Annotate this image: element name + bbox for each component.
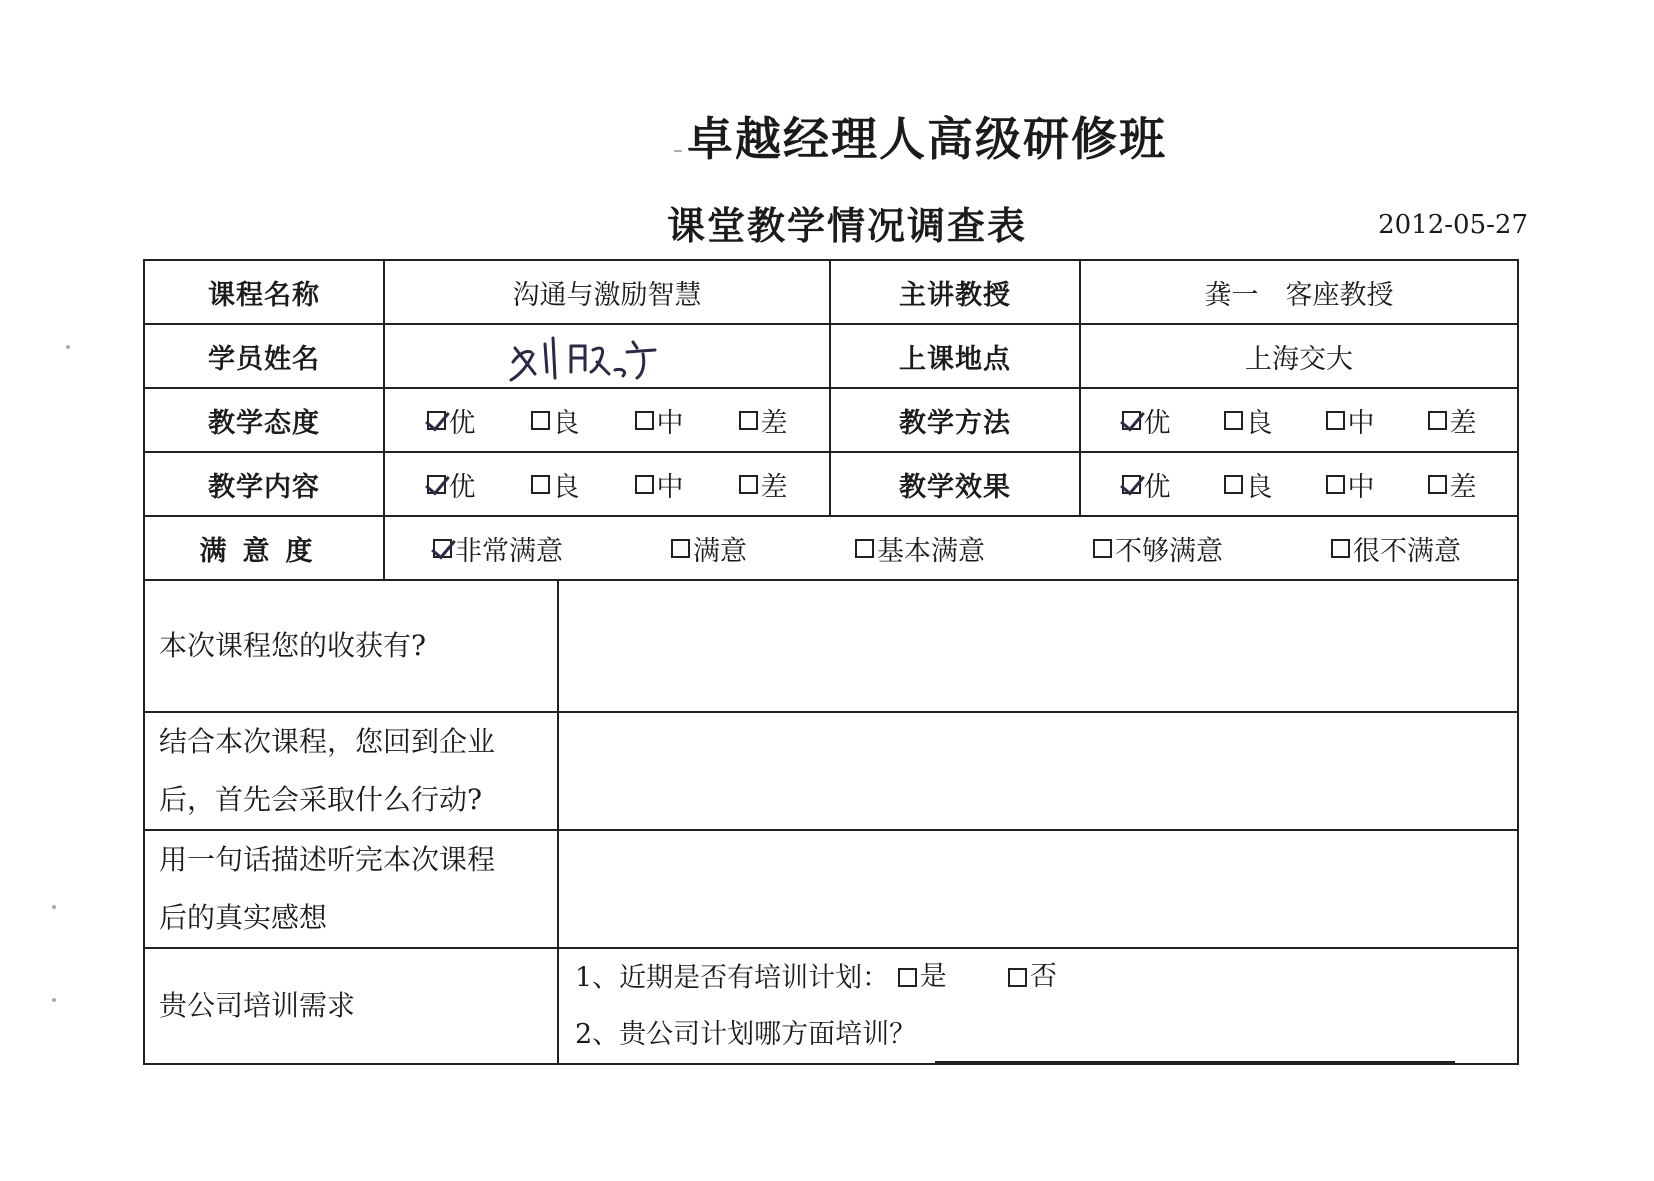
content-label: 教学内容 bbox=[144, 452, 384, 516]
action-question bbox=[144, 712, 558, 830]
effect-rating bbox=[1080, 452, 1518, 516]
content-option-poor[interactable]: 差 bbox=[739, 465, 788, 504]
survey-title: 课堂教学情况调查表 bbox=[666, 204, 1027, 248]
action-question-line1: 结合本次课程，您回到企业 bbox=[159, 725, 496, 758]
effect-option-good[interactable]: 良 bbox=[1224, 465, 1273, 504]
checkbox[interactable] bbox=[1224, 475, 1243, 494]
attitude-rating bbox=[384, 388, 830, 452]
content-effect-row bbox=[144, 452, 1518, 516]
action-row bbox=[144, 712, 1518, 830]
gains-question: 本次课程您的收获有? bbox=[144, 580, 558, 712]
content-option-excellent[interactable]: 优 bbox=[427, 465, 476, 504]
training-needs bbox=[558, 948, 1518, 1064]
training-topic-line bbox=[575, 1007, 1501, 1063]
training-plan-question: 1、近期是否有培训计划： bbox=[575, 962, 890, 994]
course-name-label: 课程名称 bbox=[144, 260, 384, 324]
training-plan-yes[interactable]: 是 bbox=[898, 949, 947, 1005]
content-option-average[interactable]: 中 bbox=[635, 465, 684, 504]
handwritten-signature bbox=[505, 328, 665, 384]
effect-option-excellent[interactable]: 优 bbox=[1122, 465, 1171, 504]
checkbox[interactable] bbox=[1428, 475, 1447, 494]
checked-checkbox[interactable] bbox=[1122, 475, 1141, 494]
student-name-field[interactable] bbox=[384, 324, 830, 388]
satisfaction-very-unsatisfied[interactable]: 很不满意 bbox=[1331, 529, 1461, 568]
training-topic-input[interactable] bbox=[935, 1031, 1455, 1063]
student-row bbox=[144, 324, 1518, 388]
satisfaction-basically-satisfied[interactable]: 基本满意 bbox=[855, 529, 985, 568]
method-label: 教学方法 bbox=[830, 388, 1080, 452]
checked-checkbox[interactable] bbox=[427, 411, 446, 430]
survey-date: 2012-05-27 bbox=[1378, 210, 1528, 240]
satisfaction-label: 满意度 bbox=[144, 516, 384, 580]
gains-answer[interactable] bbox=[558, 580, 1518, 712]
checkbox[interactable] bbox=[739, 475, 758, 494]
feeling-question bbox=[144, 830, 558, 948]
checkbox[interactable] bbox=[1428, 411, 1447, 430]
checkbox[interactable] bbox=[1326, 475, 1345, 494]
checkbox[interactable] bbox=[855, 539, 874, 558]
content-option-good[interactable]: 良 bbox=[531, 465, 580, 504]
main-title: 卓越经理人高级研修班 bbox=[687, 112, 1167, 166]
method-option-good[interactable]: 良 bbox=[1224, 401, 1273, 440]
checkbox[interactable] bbox=[635, 475, 654, 494]
location-value[interactable]: 上海交大 bbox=[1080, 324, 1518, 388]
feeling-row bbox=[144, 830, 1518, 948]
action-question-line2: 后，首先会采取什么行动? bbox=[159, 783, 483, 816]
checkbox[interactable] bbox=[1326, 411, 1345, 430]
checkbox[interactable] bbox=[531, 411, 550, 430]
location-label: 上课地点 bbox=[830, 324, 1080, 388]
checked-checkbox[interactable] bbox=[1122, 411, 1141, 430]
attitude-option-poor[interactable]: 差 bbox=[739, 401, 788, 440]
attitude-method-row bbox=[144, 388, 1518, 452]
attitude-option-good[interactable]: 良 bbox=[531, 401, 580, 440]
checked-checkbox[interactable] bbox=[427, 475, 446, 494]
checkbox[interactable] bbox=[1331, 539, 1350, 558]
checkbox[interactable] bbox=[635, 411, 654, 430]
method-rating bbox=[1080, 388, 1518, 452]
satisfaction-row bbox=[144, 516, 1518, 580]
course-row bbox=[144, 260, 1518, 324]
attitude-option-average[interactable]: 中 bbox=[635, 401, 684, 440]
effect-option-average[interactable]: 中 bbox=[1326, 465, 1375, 504]
satisfaction-options bbox=[384, 516, 1518, 580]
effect-option-poor[interactable]: 差 bbox=[1428, 465, 1477, 504]
method-option-average[interactable]: 中 bbox=[1326, 401, 1375, 440]
satisfaction-satisfied[interactable]: 满意 bbox=[671, 529, 747, 568]
action-answer[interactable] bbox=[558, 712, 1518, 830]
checkbox[interactable] bbox=[1008, 968, 1027, 987]
training-plan-no[interactable]: 否 bbox=[1008, 949, 1057, 1005]
checkbox[interactable] bbox=[898, 968, 917, 987]
attitude-option-excellent[interactable]: 优 bbox=[427, 401, 476, 440]
satisfaction-very-satisfied[interactable]: 非常满意 bbox=[433, 529, 563, 568]
checkbox[interactable] bbox=[739, 411, 758, 430]
professor-label: 主讲教授 bbox=[830, 260, 1080, 324]
feeling-answer[interactable] bbox=[558, 830, 1518, 948]
checkbox[interactable] bbox=[671, 539, 690, 558]
course-name-value[interactable]: 沟通与激励智慧 bbox=[384, 260, 830, 324]
gains-row bbox=[144, 580, 1518, 712]
survey-form bbox=[143, 259, 1519, 1065]
student-name-label: 学员姓名 bbox=[144, 324, 384, 388]
feeling-question-line1: 用一句话描述听完本次课程 bbox=[159, 843, 496, 876]
professor-value[interactable]: 龚一 客座教授 bbox=[1080, 260, 1518, 324]
checkbox[interactable] bbox=[1093, 539, 1112, 558]
method-option-poor[interactable]: 差 bbox=[1428, 401, 1477, 440]
checked-checkbox[interactable] bbox=[433, 539, 452, 558]
method-option-excellent[interactable]: 优 bbox=[1122, 401, 1171, 440]
effect-label: 教学效果 bbox=[830, 452, 1080, 516]
training-topic-question: 2、贵公司计划哪方面培训？ bbox=[575, 1018, 917, 1050]
feeling-question-line2: 后的真实感想 bbox=[159, 901, 328, 934]
attitude-label: 教学态度 bbox=[144, 388, 384, 452]
satisfaction-not-satisfied[interactable]: 不够满意 bbox=[1093, 529, 1223, 568]
training-label: 贵公司培训需求 bbox=[144, 948, 558, 1064]
training-row bbox=[144, 948, 1518, 1064]
checkbox[interactable] bbox=[531, 475, 550, 494]
checkbox[interactable] bbox=[1224, 411, 1243, 430]
content-rating bbox=[384, 452, 830, 516]
training-plan-line bbox=[575, 949, 1501, 1007]
